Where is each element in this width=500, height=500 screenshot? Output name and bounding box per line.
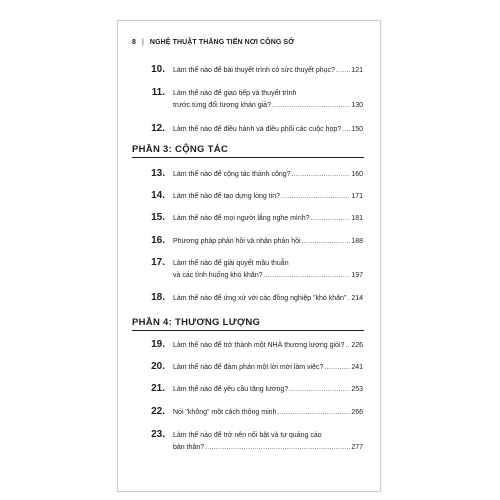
chapter-title: Làm thế nào để đàm phán một lời mời làm việc? [173,364,324,371]
chapter-title: Phương pháp phản hồi và nhận phản hồi [173,238,301,245]
running-header [132,39,294,46]
chapter-title: Làm thế nào để giải quyết mâu thuẫn [173,260,289,267]
toc-line [173,214,363,223]
chapter-title: Làm thế nào để mọi người lắng nghe mình? [173,215,310,222]
toc-line [173,101,363,110]
chapter-number: 23. [151,429,165,440]
chapter-page: 121 [351,67,363,74]
toc-line [173,443,363,452]
chapter-page: 253 [351,386,363,393]
chapter-page: 277 [351,444,363,451]
chapter-title: Làm thế nào để điều hành và điều phối các cuộc họp? [173,126,342,133]
toc-line [173,259,363,268]
chapter-number: 13. [151,168,165,179]
toc-line [173,408,363,417]
chapter-title: Làm thế nào để tạo dựng lòng tin? [173,193,281,200]
leader-dots [302,237,351,246]
chapter-number: 14. [151,190,165,201]
chapter-page: 150 [351,126,363,133]
chapter-title: Làm thế nào để ứng xử với các đồng nghiệp "khó khăn" [173,295,347,302]
chapter-title: Làm thế nào để trở nên nổi bật và tự quảng cáo [173,432,322,439]
toc-line [173,237,363,246]
leader-dots [345,341,350,350]
chapter-title: Làm thế nào để cộng tác thành công? [173,171,291,178]
chapter-number: 20. [151,361,165,372]
leader-dots [311,214,351,223]
chapter-number: 21. [151,383,165,394]
toc-line [173,294,363,303]
chapter-page: 171 [351,193,363,200]
toc-line [173,89,363,98]
chapter-title: Làm thế nào để bài thuyết trình có sức thuyết phục? [173,67,335,74]
chapter-title-cont: bản thân? [173,444,205,451]
leader-dots [324,363,350,372]
chapter-page: 181 [351,215,363,222]
chapter-page: 188 [351,238,363,245]
toc-line [173,66,363,75]
chapter-title: Làm thế nào để giao tiếp và thuyết trình [173,90,297,97]
toc-line [173,385,363,394]
leader-dots [347,294,350,303]
toc-line [173,170,363,179]
toc-line [173,363,363,372]
part-heading: PHẦN 4: THƯƠNG LƯỢNG [132,317,364,331]
leader-dots [281,192,350,201]
chapter-title-cont: trước từng đối tượng khán giả? [173,102,271,109]
chapter-title-cont: và các tình huống khó khăn? [173,272,263,279]
chapter-number: 16. [151,235,165,246]
chapter-page: 130 [351,102,363,109]
leader-dots [264,271,351,280]
chapter-number: 12. [151,123,165,134]
toc-line [173,125,363,134]
book-page [117,20,381,492]
header-separator: | [142,39,144,46]
chapter-number: 11. [151,87,165,98]
leader-dots [272,101,350,110]
chapter-page: 241 [351,364,363,371]
chapter-page: 160 [351,171,363,178]
toc-line [173,271,363,280]
leader-dots [342,125,350,134]
toc-line [173,341,363,350]
chapter-title: Nói "không" một cách thông minh [173,409,277,416]
chapter-number: 17. [151,257,165,268]
part-heading: PHẦN 3: CỘNG TÁC [132,144,364,158]
chapter-number: 22. [151,406,165,417]
leader-dots [289,385,350,394]
leader-dots [336,66,350,75]
chapter-title: Làm thế nào để trở thành một NHÀ thương lượng giỏi? [173,342,345,349]
toc-line [173,192,363,201]
leader-dots [292,170,351,179]
chapter-page: 226 [351,342,363,349]
header-title: NGHỆ THUẬT THĂNG TIẾN NƠI CÔNG SỞ [149,39,295,46]
leader-dots [277,408,350,417]
chapter-number: 10. [151,64,165,75]
chapter-page: 197 [351,272,363,279]
leader-dots [205,443,350,452]
chapter-title: Làm thế nào để yêu cầu tăng lương? [173,386,289,393]
chapter-page: 214 [351,295,363,302]
chapter-number: 19. [151,339,165,350]
header-page-number: 8 [132,39,136,46]
chapter-page: 266 [351,409,363,416]
chapter-number: 15. [151,212,165,223]
toc-line [173,431,363,440]
chapter-number: 18. [151,292,165,303]
